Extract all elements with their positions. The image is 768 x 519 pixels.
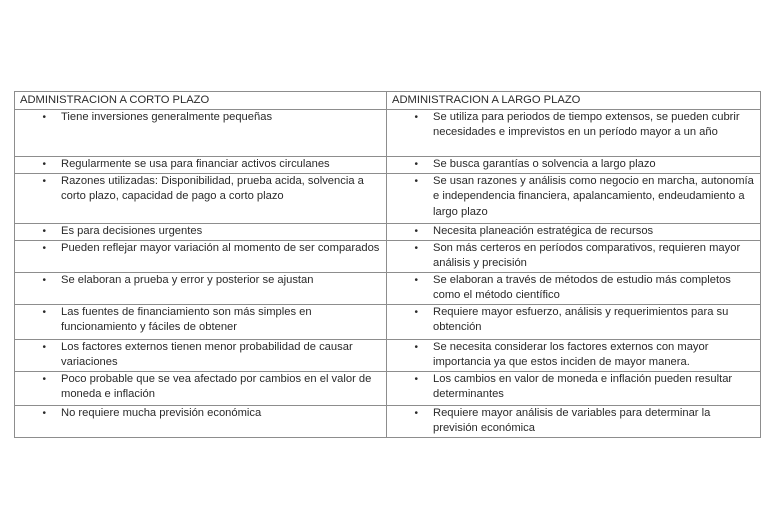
short-term-cell	[15, 173, 387, 223]
long-term-cell	[387, 339, 761, 371]
bullet-icon: •	[42, 111, 46, 123]
bullet-icon: •	[414, 306, 418, 318]
bullet-icon: •	[42, 242, 46, 254]
header-short-term: ADMINISTRACION A CORTO PLAZO	[15, 92, 387, 110]
cell-text: Necesita planeación estratégica de recursos	[433, 224, 654, 237]
cell-text: Razones utilizadas: Disponibilidad, prueba acida, solvencia a corto plazo, capacidad de pago a corto plazo	[61, 174, 364, 202]
table-row	[15, 272, 761, 304]
bullet-icon: •	[42, 158, 46, 170]
long-term-cell	[387, 371, 761, 405]
bullet-icon: •	[414, 373, 418, 385]
cell-text: Se elaboran a través de métodos de estudio más completos como el método científico	[433, 273, 731, 301]
short-term-cell	[15, 272, 387, 304]
long-term-cell	[387, 272, 761, 304]
cell-text: Son más certeros en períodos comparativos, requieren mayor análisis y precisión	[433, 241, 741, 269]
cell-text: Se usan razones y análisis como negocio en marcha, autonomía e independencia financiera, apalancamiento, endeudamiento a largo plazo	[433, 174, 754, 218]
cell-text: Requiere mayor análisis de variables para determinar la previsión económica	[433, 406, 711, 434]
long-term-cell	[387, 109, 761, 156]
cell-text: Es para decisiones urgentes	[61, 224, 203, 237]
cell-text: Requiere mayor esfuerzo, análisis y requerimientos para su obtención	[433, 305, 729, 333]
table-row	[15, 109, 761, 156]
long-term-cell	[387, 240, 761, 272]
long-term-cell	[387, 405, 761, 437]
long-term-cell	[387, 304, 761, 339]
table-row	[15, 339, 761, 371]
bullet-icon: •	[414, 175, 418, 187]
table-row	[15, 371, 761, 405]
cell-text: Los cambios en valor de moneda e inflación pueden resultar determinantes	[433, 372, 733, 400]
cell-text: Se necesita considerar los factores externos con mayor importancia ya que estos inciden de mayor manera.	[433, 340, 709, 368]
short-term-cell	[15, 405, 387, 437]
table-body	[15, 109, 761, 437]
table-row	[15, 304, 761, 339]
short-term-cell	[15, 156, 387, 173]
long-term-cell	[387, 223, 761, 240]
table-row	[15, 173, 761, 223]
cell-text: Se elaboran a prueba y error y posterior se ajustan	[61, 273, 314, 286]
cell-text: Poco probable que se vea afectado por cambios en el valor de moneda e inflación	[61, 372, 372, 400]
cell-text: Se busca garantías o solvencia a largo plazo	[433, 157, 656, 170]
bullet-icon: •	[414, 341, 418, 353]
short-term-cell	[15, 240, 387, 272]
cell-text: Tiene inversiones generalmente pequeñas	[61, 110, 273, 123]
short-term-cell	[15, 371, 387, 405]
table-row	[15, 405, 761, 437]
bullet-icon: •	[414, 274, 418, 286]
bullet-icon: •	[42, 225, 46, 237]
cell-text: Los factores externos tienen menor probabilidad de causar variaciones	[61, 340, 353, 368]
short-term-cell	[15, 223, 387, 240]
long-term-cell	[387, 156, 761, 173]
bullet-icon: •	[414, 225, 418, 237]
short-term-cell	[15, 109, 387, 156]
bullet-icon: •	[414, 407, 418, 419]
bullet-icon: •	[42, 341, 46, 353]
table-row	[15, 240, 761, 272]
long-term-cell	[387, 173, 761, 223]
short-term-cell	[15, 304, 387, 339]
table-row	[15, 156, 761, 173]
bullet-icon: •	[42, 175, 46, 187]
cell-text: Se utiliza para periodos de tiempo extensos, se pueden cubrir necesidades e imprevistos en un período mayor a un año	[433, 110, 740, 138]
cell-text: Regularmente se usa para financiar activos circulanes	[61, 157, 330, 170]
short-term-cell	[15, 339, 387, 371]
bullet-icon: •	[414, 242, 418, 254]
table-row	[15, 223, 761, 240]
bullet-icon: •	[42, 373, 46, 385]
header-long-term: ADMINISTRACION A LARGO PLAZO	[387, 92, 761, 110]
bullet-icon: •	[42, 407, 46, 419]
comparison-table	[14, 91, 761, 438]
cell-text: Las fuentes de financiamiento son más simples en funcionamiento y fáciles de obtener	[61, 305, 312, 333]
bullet-icon: •	[42, 306, 46, 318]
cell-text: Pueden reflejar mayor variación al momento de ser comparados	[61, 241, 380, 254]
header-row	[15, 92, 761, 110]
bullet-icon: •	[42, 274, 46, 286]
bullet-icon: •	[414, 111, 418, 123]
bullet-icon: •	[414, 158, 418, 170]
cell-text: No requiere mucha previsión económica	[61, 406, 262, 419]
